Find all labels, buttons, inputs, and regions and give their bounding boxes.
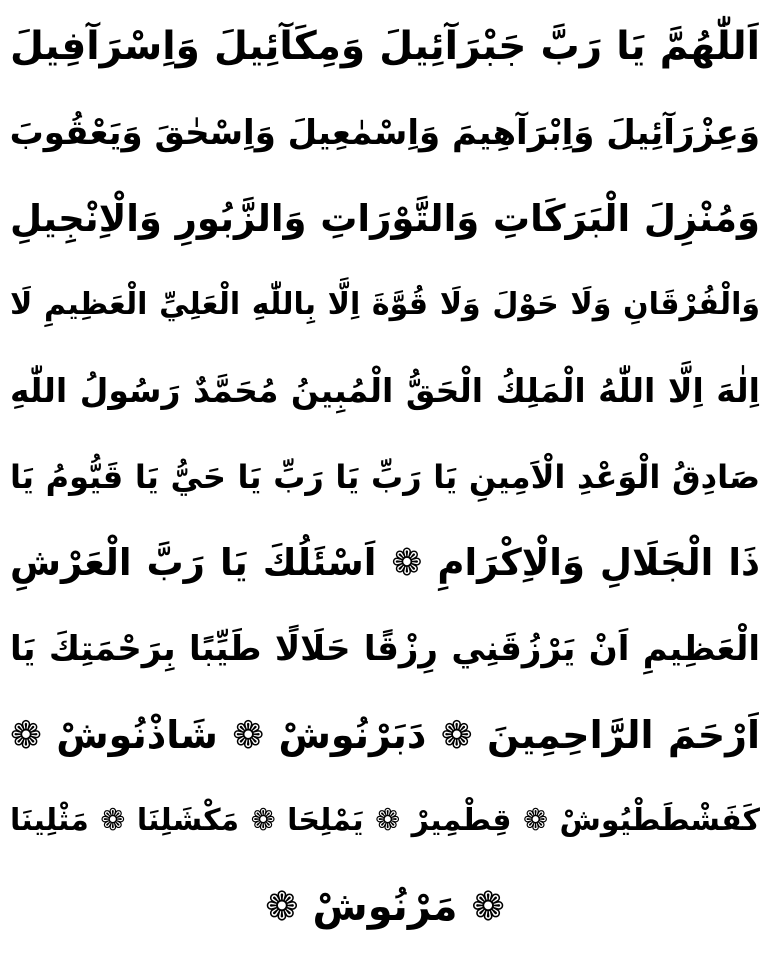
- text-line-9: اَرْحَمَ الرَّاحِمِينَ ❁ دَبَرْنُوشْ ❁ شَاذْنُوشْ ❁: [10, 713, 760, 757]
- text-line-3: وَمُنْزِلَ الْبَرَكَاتِ وَالتَّوْرَاتِ وَالزَّبُورِ وَالْاِنْجِيلِ: [10, 197, 760, 240]
- text-line-2: وَعِزْرَآئِيلَ وَاِبْرَآهِيمَ وَاِسْمٰعِيلَ وَاِسْحٰقَ وَيَعْقُوبَ: [10, 113, 760, 153]
- text-line-10: كَفَشْطَطْيُوشْ ❁ قِطْمِيرْ ❁ يَمْلِحَا ❁ مَكْشَلِنَا ❁ مَثْلِينَا: [10, 803, 760, 838]
- text-line-6: صَادِقُ الْوَعْدِ الْاَمِينِ يَا رَبِّ يَا رَبِّ يَا حَيُّ يَا قَيُّومُ يَا: [10, 458, 760, 496]
- text-line-1: اَللّٰهُمَّ يَا رَبَّ جَبْرَآئِيلَ وَمِكَآئِيلَ وَاِسْرَآفِيلَ: [10, 24, 760, 69]
- text-line-8: الْعَظِيمِ اَنْ يَرْزُقَنِي رِزْقًا حَلَالًا طَيِّبًا بِرَحْمَتِكَ يَا: [10, 629, 760, 669]
- text-line-4: وَالْفُرْقَانِ وَلَا حَوْلَ وَلَا قُوَّةَ اِلَّا بِاللّٰهِ الْعَلِيِّ الْعَظِيمِ لَا: [10, 287, 760, 322]
- text-line-7: ذَا الْجَلَالِ وَالْاِكْرَامِ ❁ اَسْئَلُكَ يَا رَبَّ الْعَرْشِ: [10, 541, 760, 584]
- text-line-11: ❁ مَرْنُوشْ ❁: [265, 884, 505, 930]
- text-line-5: اِلٰهَ اِلَّا اللّٰهُ الْمَلِكُ الْحَقُّ الْمُبِينُ مُحَمَّدٌ رَسُولُ اللّٰهِ: [10, 371, 760, 410]
